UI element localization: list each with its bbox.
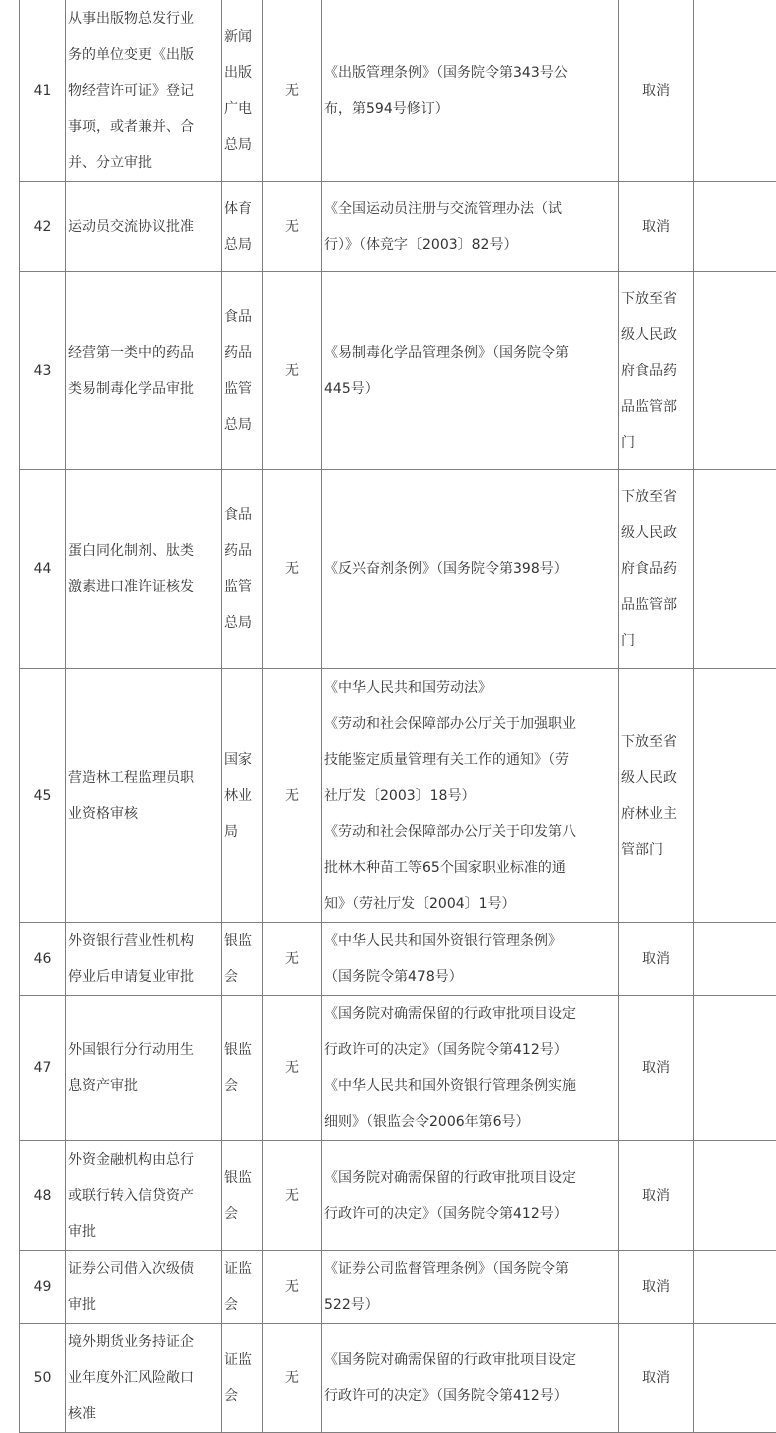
- decision: [619, 923, 694, 996]
- decision: [619, 470, 694, 669]
- decision: [619, 1251, 694, 1324]
- item-name: [66, 272, 222, 470]
- dept-line: 总局: [224, 127, 260, 163]
- item-number: 49: [20, 1251, 66, 1324]
- name-line: 运动员交流协议批准: [68, 209, 219, 245]
- decision-line: 级人民政: [621, 760, 691, 796]
- name-line: 类易制毒化学品审批: [68, 371, 219, 407]
- basis-line: 《中华人民共和国外资银行管理条例》: [324, 923, 616, 959]
- department: [222, 923, 263, 996]
- table-row: [20, 0, 776, 182]
- item-name: [66, 1141, 222, 1251]
- basis-line: 《证券公司监督管理条例》（国务院令第: [324, 1251, 616, 1287]
- decision-line: 取消: [619, 73, 693, 109]
- name-line: 物经营许可证》登记: [68, 73, 219, 109]
- remark-cell: [694, 0, 776, 182]
- decision-line: 府食品药: [621, 551, 691, 587]
- item-number: 50: [20, 1324, 66, 1433]
- dept-line: 总局: [224, 407, 260, 443]
- basis-line: 社厅发〔2003〕18号）: [324, 778, 616, 814]
- decision-line: 府食品药: [621, 353, 691, 389]
- dept-line: 监管: [224, 569, 260, 605]
- basis-line: 细则》（银监会令2006年第6号）: [324, 1104, 616, 1140]
- remark-cell: [694, 272, 776, 470]
- name-line: 审批: [68, 1214, 219, 1250]
- dept-line: 总局: [224, 605, 260, 641]
- name-line: 业资格审核: [68, 796, 219, 832]
- basis-line: 行政许可的决定》（国务院令第412号）: [324, 1378, 616, 1414]
- remark-cell: [694, 182, 776, 272]
- basis-line: 《国务院对确需保留的行政审批项目设定: [324, 1160, 616, 1196]
- name-line: 业年度外汇风险敞口: [68, 1360, 219, 1396]
- legal-basis: [322, 1141, 619, 1251]
- none-cell: 无: [263, 1324, 322, 1433]
- name-line: 蛋白同化制剂、肽类: [68, 533, 219, 569]
- decision-line: 下放至省: [621, 479, 691, 515]
- table-row: [20, 1324, 776, 1433]
- decision: [619, 0, 694, 182]
- item-name: [66, 182, 222, 272]
- basis-line: 批林木种苗工等65个国家职业标准的通: [324, 850, 616, 886]
- item-number: 41: [20, 0, 66, 182]
- item-name: [66, 0, 222, 182]
- item-name: [66, 470, 222, 669]
- item-name: [66, 1324, 222, 1433]
- item-name: [66, 1251, 222, 1324]
- name-line: 外资金融机构由总行: [68, 1142, 219, 1178]
- decision-line: 品监管部: [621, 587, 691, 623]
- name-line: 息资产审批: [68, 1068, 219, 1104]
- legal-basis: [322, 272, 619, 470]
- item-number: 42: [20, 182, 66, 272]
- remark-cell: [694, 669, 776, 923]
- dept-line: 食品: [224, 299, 260, 335]
- remark-cell: [694, 470, 776, 669]
- department: [222, 1324, 263, 1433]
- dept-line: 国家: [224, 742, 260, 778]
- dept-line: 新闻: [224, 19, 260, 55]
- name-line: 营造林工程监理员职: [68, 760, 219, 796]
- decision-line: 取消: [619, 1050, 693, 1086]
- decision-line: 级人民政: [621, 515, 691, 551]
- item-number: 46: [20, 923, 66, 996]
- basis-line: 《反兴奋剂条例》（国务院令第398号）: [324, 551, 616, 587]
- dept-line: 会: [224, 959, 260, 995]
- dept-line: 局: [224, 814, 260, 850]
- decision: [619, 182, 694, 272]
- basis-line: 《出版管理条例》（国务院令第343号公: [324, 55, 616, 91]
- decision-line: 级人民政: [621, 317, 691, 353]
- dept-line: 药品: [224, 335, 260, 371]
- department: [222, 996, 263, 1141]
- dept-line: 银监: [224, 1032, 260, 1068]
- item-number: 47: [20, 996, 66, 1141]
- name-line: 并、分立审批: [68, 145, 219, 181]
- legal-basis: [322, 996, 619, 1141]
- item-number: 43: [20, 272, 66, 470]
- department: [222, 1141, 263, 1251]
- dept-line: 监管: [224, 371, 260, 407]
- legal-basis: [322, 923, 619, 996]
- dept-line: 证监: [224, 1251, 260, 1287]
- department: [222, 470, 263, 669]
- decision-line: 取消: [619, 1178, 693, 1214]
- none-cell: 无: [263, 996, 322, 1141]
- item-number: 44: [20, 470, 66, 669]
- name-line: 核准: [68, 1396, 219, 1432]
- basis-line: 445号）: [324, 371, 616, 407]
- none-cell: 无: [263, 0, 322, 182]
- remark-cell: [694, 1324, 776, 1433]
- name-line: 从事出版物总发行业: [68, 1, 219, 37]
- table-row: [20, 1141, 776, 1251]
- table-row: [20, 996, 776, 1141]
- basis-line: 《中华人民共和国劳动法》: [324, 670, 616, 706]
- table-row: [20, 182, 776, 272]
- none-cell: 无: [263, 470, 322, 669]
- name-line: 外资银行营业性机构: [68, 923, 219, 959]
- item-name: [66, 669, 222, 923]
- none-cell: 无: [263, 1141, 322, 1251]
- none-cell: 无: [263, 923, 322, 996]
- decision-line: 取消: [619, 941, 693, 977]
- none-cell: 无: [263, 182, 322, 272]
- basis-line: 行政许可的决定》（国务院令第412号）: [324, 1032, 616, 1068]
- name-line: 境外期货业务持证企: [68, 1324, 219, 1360]
- decision-line: 下放至省: [621, 281, 691, 317]
- name-line: 经营第一类中的药品: [68, 335, 219, 371]
- name-line: 或联行转入信贷资产: [68, 1178, 219, 1214]
- legal-basis: [322, 669, 619, 923]
- dept-line: 总局: [224, 227, 260, 263]
- dept-line: 银监: [224, 1160, 260, 1196]
- decision: [619, 272, 694, 470]
- decision-line: 取消: [619, 209, 693, 245]
- basis-line: 行政许可的决定》（国务院令第412号）: [324, 1196, 616, 1232]
- none-cell: 无: [263, 669, 322, 923]
- name-line: 审批: [68, 1287, 219, 1323]
- decision-line: 管部门: [621, 832, 691, 868]
- basis-line: 行）》（体竞字〔2003〕82号）: [324, 227, 616, 263]
- none-cell: 无: [263, 1251, 322, 1324]
- legal-basis: [322, 470, 619, 669]
- department: [222, 0, 263, 182]
- dept-line: 林业: [224, 778, 260, 814]
- basis-line: （国务院令第478号）: [324, 959, 616, 995]
- name-line: 外国银行分行动用生: [68, 1032, 219, 1068]
- table-row: [20, 272, 776, 470]
- decision: [619, 1141, 694, 1251]
- item-name: [66, 996, 222, 1141]
- basis-line: 《国务院对确需保留的行政审批项目设定: [324, 996, 616, 1032]
- table-row: [20, 1251, 776, 1324]
- remark-cell: [694, 1141, 776, 1251]
- decision-line: 门: [621, 623, 691, 659]
- remark-cell: [694, 996, 776, 1141]
- decision-line: 门: [621, 425, 691, 461]
- decision-line: 下放至省: [621, 724, 691, 760]
- remark-cell: [694, 1251, 776, 1324]
- table-row: [20, 923, 776, 996]
- table-body: [20, 0, 776, 1433]
- table-row: [20, 669, 776, 923]
- table-row: [20, 470, 776, 669]
- legal-basis: [322, 1251, 619, 1324]
- name-line: 停业后申请复业审批: [68, 959, 219, 995]
- name-line: 激素进口准许证核发: [68, 569, 219, 605]
- basis-line: 《中华人民共和国外资银行管理条例实施: [324, 1068, 616, 1104]
- department: [222, 669, 263, 923]
- basis-line: 《劳动和社会保障部办公厅关于印发第八: [324, 814, 616, 850]
- basis-line: 技能鉴定质量管理有关工作的通知》（劳: [324, 742, 616, 778]
- department: [222, 272, 263, 470]
- dept-line: 食品: [224, 497, 260, 533]
- legal-basis: [322, 0, 619, 182]
- department: [222, 182, 263, 272]
- legal-basis: [322, 1324, 619, 1433]
- decision: [619, 996, 694, 1141]
- dept-line: 会: [224, 1068, 260, 1104]
- decision-line: 品监管部: [621, 389, 691, 425]
- item-number: 45: [20, 669, 66, 923]
- dept-line: 银监: [224, 923, 260, 959]
- none-cell: 无: [263, 272, 322, 470]
- dept-line: 会: [224, 1378, 260, 1414]
- approval-items-table: [19, 0, 776, 1433]
- decision: [619, 1324, 694, 1433]
- basis-line: 《劳动和社会保障部办公厅关于加强职业: [324, 706, 616, 742]
- name-line: 务的单位变更《出版: [68, 37, 219, 73]
- name-line: 事项，或者兼并、合: [68, 109, 219, 145]
- basis-line: 《国务院对确需保留的行政审批项目设定: [324, 1342, 616, 1378]
- basis-line: 《易制毒化学品管理条例》（国务院令第: [324, 335, 616, 371]
- dept-line: 出版: [224, 55, 260, 91]
- decision: [619, 669, 694, 923]
- dept-line: 会: [224, 1287, 260, 1323]
- legal-basis: [322, 182, 619, 272]
- name-line: 证券公司借入次级债: [68, 1251, 219, 1287]
- item-name: [66, 923, 222, 996]
- item-number: 48: [20, 1141, 66, 1251]
- decision-line: 府林业主: [621, 796, 691, 832]
- decision-line: 取消: [619, 1269, 693, 1305]
- dept-line: 证监: [224, 1342, 260, 1378]
- dept-line: 会: [224, 1196, 260, 1232]
- dept-line: 广电: [224, 91, 260, 127]
- decision-line: 取消: [619, 1360, 693, 1396]
- basis-line: 布，第594号修订）: [324, 91, 616, 127]
- dept-line: 药品: [224, 533, 260, 569]
- basis-line: 知》（劳社厅发〔2004〕1号）: [324, 886, 616, 922]
- basis-line: 522号）: [324, 1287, 616, 1323]
- dept-line: 体育: [224, 191, 260, 227]
- remark-cell: [694, 923, 776, 996]
- basis-line: 《全国运动员注册与交流管理办法（试: [324, 191, 616, 227]
- department: [222, 1251, 263, 1324]
